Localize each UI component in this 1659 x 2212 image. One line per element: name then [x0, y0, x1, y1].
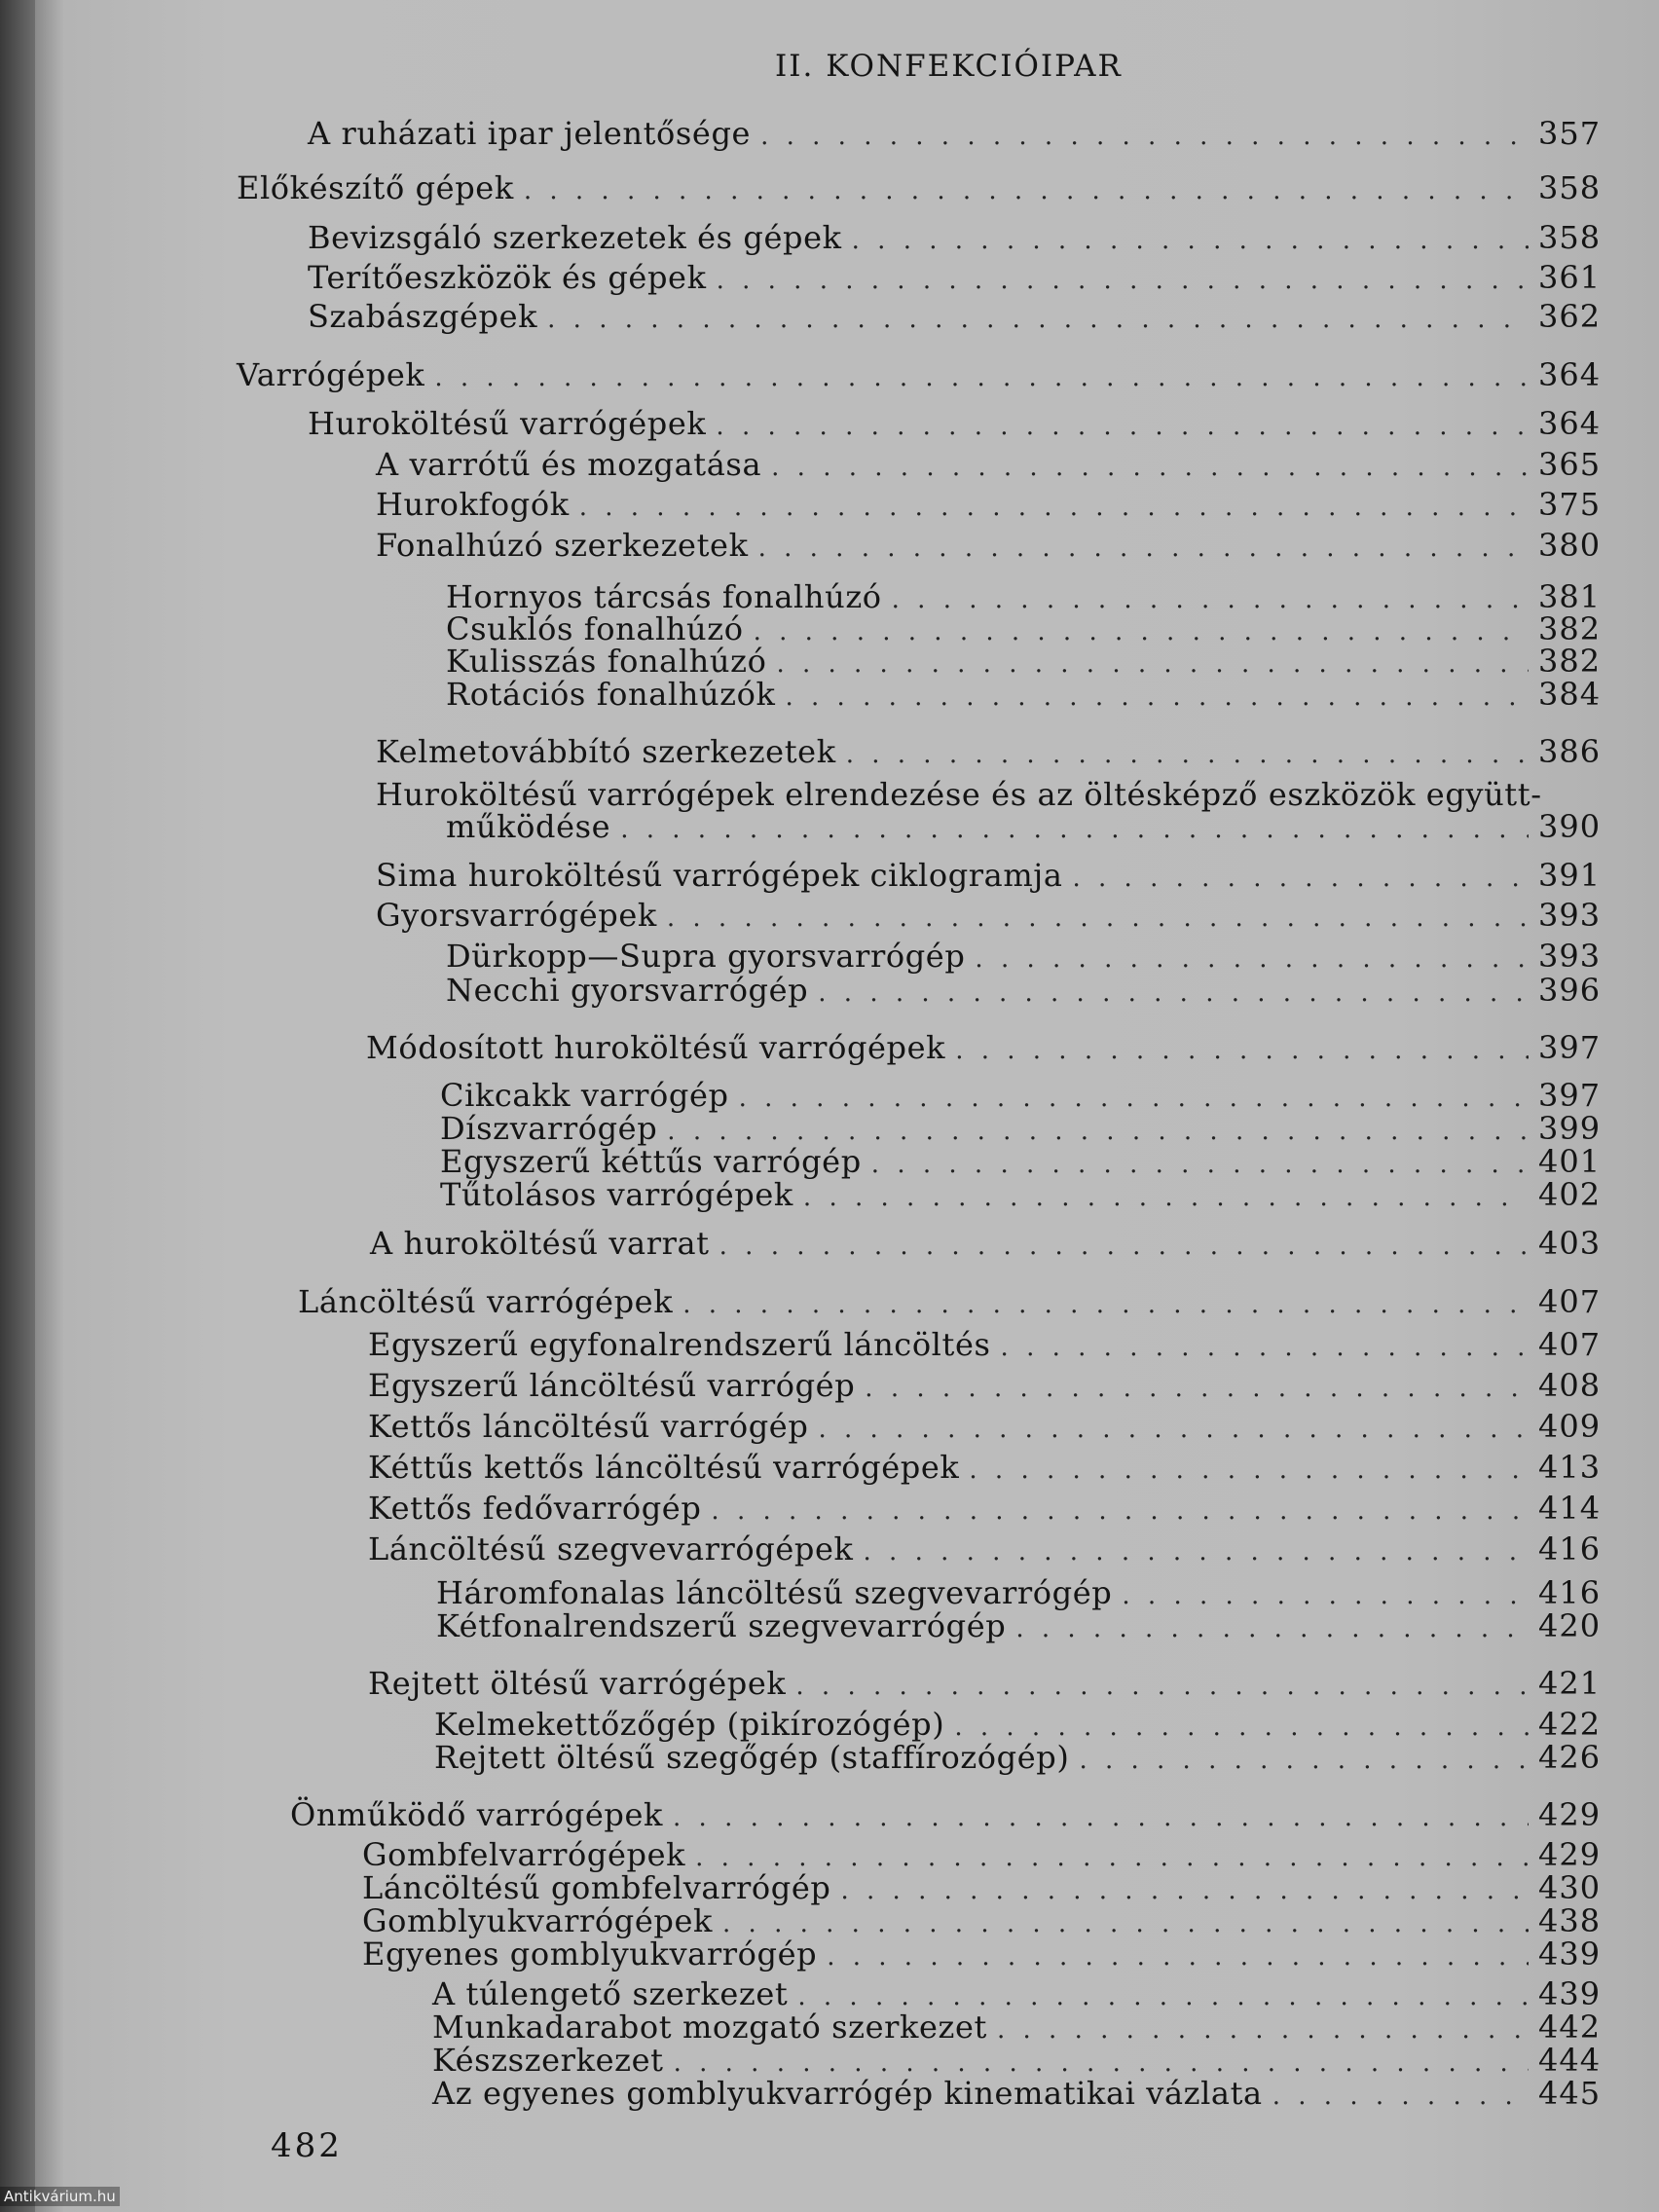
watermark: Antikvárium.hu [0, 2187, 120, 2206]
toc-entry-label: A varrótű és mozgatása [376, 446, 762, 483]
toc-entry-label: Előkészítő gépek [237, 169, 514, 206]
toc-entry-label: Cikcakk varrógép [440, 1077, 729, 1114]
toc-entry [376, 857, 1602, 896]
toc-entry-label: Önműködő varrógépek [290, 1796, 664, 1833]
toc-entry-label: működése [446, 808, 611, 845]
toc-entry-label: Kettős láncöltésű varrógép [368, 1408, 809, 1445]
toc-entry [290, 1796, 1602, 1835]
toc-entry-label: Gomblyukvarrógépek [362, 1902, 714, 1939]
toc-entry-page: 439 [1538, 1936, 1602, 1972]
toc-leader-dots [818, 978, 1529, 1008]
toc-entry-label: Egyenes gomblyukvarrógép [362, 1936, 818, 1972]
toc-entry-page: 444 [1538, 2042, 1602, 2079]
toc-leader-dots [955, 1036, 1529, 1065]
toc-entry-label: Hornyos tárcsás fonalhúzó [446, 578, 882, 615]
toc-entry [368, 1665, 1602, 1704]
toc-entry-page: 438 [1538, 1902, 1602, 1939]
toc-entry-page: 390 [1538, 808, 1602, 845]
toc-entry-page: 397 [1538, 1077, 1602, 1114]
toc-entry-label: Csuklós fonalhúzó [446, 610, 744, 647]
toc-entry [432, 2075, 1602, 2114]
toc-leader-dots [1001, 1333, 1529, 1362]
toc-entry [446, 676, 1602, 715]
toc-leader-dots [865, 1374, 1529, 1403]
toc-leader-dots [434, 363, 1529, 392]
toc-entry-label: Tűtolásos varrógépek [440, 1176, 793, 1213]
toc-entry-label: Kéttűs kettős láncöltésű varrógépek [368, 1449, 960, 1486]
toc-entry [376, 446, 1602, 485]
toc-entry-page: 396 [1538, 972, 1602, 1009]
toc-entry [434, 1739, 1602, 1778]
toc-entry-page: 401 [1538, 1143, 1602, 1180]
toc-entry-label: Rotációs fonalhúzók [446, 676, 776, 713]
toc-entry-page: 426 [1538, 1739, 1602, 1776]
toc-entry-label: Kelmekettőzőgép (pikírozógép) [434, 1706, 945, 1743]
toc-entry-page: 393 [1538, 897, 1602, 934]
toc-entry-page: 429 [1538, 1796, 1602, 1833]
toc-entry-page: 407 [1538, 1283, 1602, 1320]
toc-entry [446, 808, 1602, 847]
toc-leader-dots [547, 305, 1529, 334]
toc-leader-dots [795, 1672, 1529, 1701]
toc-entry-page: 397 [1538, 1029, 1602, 1066]
section-title: II. KONFEKCIÓIPAR [775, 49, 1123, 84]
toc-entry-page: 382 [1538, 610, 1602, 647]
toc-entry-page: 386 [1538, 733, 1602, 770]
toc-leader-dots [739, 1084, 1529, 1113]
toc-leader-dots [840, 1876, 1529, 1905]
toc-entry-label: Láncöltésű varrógépek [298, 1283, 674, 1320]
toc-leader-dots [667, 903, 1529, 933]
toc-entry [368, 1530, 1602, 1569]
toc-entry-label: Huroköltésű varrógépek [308, 405, 707, 442]
toc-entry-page: 416 [1538, 1530, 1602, 1567]
toc-entry-label: Huroköltésű varrógépek elrendezése és az öltésképző eszközök együtt- [376, 776, 1542, 813]
toc-leader-dots [954, 1713, 1529, 1742]
toc-leader-dots [827, 1942, 1529, 1972]
toc-entry [308, 298, 1602, 337]
toc-entry [376, 733, 1602, 772]
toc-leader-dots [579, 493, 1529, 522]
toc-entry [368, 1490, 1602, 1529]
toc-entry-label: Gombfelvarrógépek [362, 1836, 686, 1873]
toc-leader-dots [716, 412, 1529, 441]
toc-entry [237, 356, 1602, 395]
toc-entry-label: Rejtett öltésű varrógépek [368, 1665, 787, 1702]
toc-entry-page: 365 [1538, 446, 1602, 483]
toc-entry-page: 414 [1538, 1490, 1602, 1527]
toc-entry-label: Fonalhúzó szerkezetek [376, 527, 749, 564]
toc-entry [376, 527, 1602, 566]
toc-entry [368, 1367, 1602, 1406]
toc-entry-page: 445 [1538, 2075, 1602, 2112]
toc-leader-dots [771, 453, 1529, 482]
toc-entry-label: A túlengető szerkezet [432, 1975, 789, 2012]
toc-leader-dots [864, 1537, 1529, 1567]
toc-entry-label: Készszerkezet [432, 2042, 664, 2079]
toc-entry [366, 1029, 1602, 1068]
toc-entry-page: 391 [1538, 857, 1602, 894]
toc-entry-page: 399 [1538, 1110, 1602, 1147]
toc-leader-dots [1015, 1614, 1529, 1643]
toc-leader-dots [695, 1843, 1529, 1872]
toc-entry-page: 382 [1538, 643, 1602, 680]
toc-entry [436, 1607, 1602, 1646]
toc-entry-label: Rejtett öltésű szegőgép (staffírozógép) [434, 1739, 1070, 1776]
toc-leader-dots [871, 1150, 1529, 1179]
toc-entry-page: 362 [1538, 298, 1602, 335]
toc-leader-dots [620, 815, 1529, 844]
toc-entry-label: A huroköltésű varrat [370, 1225, 710, 1262]
toc-entry-page: 442 [1538, 2009, 1602, 2046]
toc-entry-page: 364 [1538, 356, 1602, 393]
toc-leader-dots [1079, 1746, 1529, 1775]
toc-entry-label: Díszvarrógép [440, 1110, 658, 1147]
toc-entry-label: Az egyenes gomblyukvarrógép kinematikai vázlata [432, 2075, 1263, 2112]
toc-entry-page: 430 [1538, 1869, 1602, 1906]
toc-entry [298, 1283, 1602, 1322]
toc-entry-page: 409 [1538, 1408, 1602, 1445]
toc-entry [376, 486, 1602, 525]
toc-leader-dots [667, 1117, 1529, 1146]
toc-entry-label: Kétfonalrendszerű szegvevarrógép [436, 1607, 1007, 1644]
toc-entry-page: 416 [1538, 1574, 1602, 1611]
toc-entry-label: Szabászgépek [308, 298, 538, 335]
toc-leader-dots [524, 176, 1529, 205]
toc-entry-label: Háromfonalas láncöltésű szegvevarrógép [436, 1574, 1113, 1611]
toc-leader-dots [673, 1803, 1529, 1832]
toc-entry-label: Módosított huroköltésű varrógépek [366, 1029, 946, 1066]
toc-entry-page: 358 [1538, 169, 1602, 206]
toc-leader-dots [818, 1415, 1529, 1444]
toc-leader-dots [717, 266, 1529, 295]
toc-entry-page: 381 [1538, 578, 1602, 615]
page-number: 482 [271, 2126, 343, 2165]
toc-entry-page: 422 [1538, 1706, 1602, 1743]
toc-leader-dots [846, 740, 1529, 769]
toc-entry-label: Sima huroköltésű varrógépek ciklogramja [376, 857, 1063, 894]
toc-entry-label: Necchi gyorsvarrógép [446, 972, 809, 1009]
toc-entry-label: Egyszerű kéttűs varrógép [440, 1143, 862, 1180]
toc-entry [368, 1326, 1602, 1365]
toc-entry-label: Egyszerű láncöltésű varrógép [368, 1367, 856, 1404]
toc-entry-page: 358 [1538, 219, 1602, 256]
toc-leader-dots [1272, 2082, 1529, 2111]
toc-entry [237, 169, 1602, 208]
toc-entry [308, 405, 1602, 444]
toc-entry-page: 393 [1538, 938, 1602, 975]
toc-entry-page: 421 [1538, 1665, 1602, 1702]
toc-entry [308, 259, 1602, 298]
toc-leader-dots [803, 1183, 1529, 1212]
toc-leader-dots [1122, 1581, 1529, 1610]
toc-leader-dots [776, 649, 1529, 679]
toc-entry-page: 364 [1538, 405, 1602, 442]
toc-entry-label: Kulisszás fonalhúzó [446, 643, 767, 680]
toc-entry-label: Kettős fedővarrógép [368, 1490, 702, 1527]
toc-entry-label: Bevizsgáló szerkezetek és gépek [308, 219, 842, 256]
toc-entry [362, 1936, 1602, 1974]
toc-entry [446, 972, 1602, 1011]
toc-entry-page: 408 [1538, 1367, 1602, 1404]
toc-entry-label: Varrógépek [237, 356, 425, 393]
toc-entry-page: 403 [1538, 1225, 1602, 1262]
toc-entry-label: Kelmetovábbító szerkezetek [376, 733, 836, 770]
toc-leader-dots [975, 944, 1529, 974]
toc-entry-label: Láncöltésű gombfelvarrógép [362, 1869, 831, 1906]
toc-entry-page: 402 [1538, 1176, 1602, 1213]
toc-entry-label: A ruházati ipar jelentősége [308, 115, 752, 152]
toc-entry-label: Egyszerű egyfonalrendszerű láncöltés [368, 1326, 991, 1363]
toc-leader-dots [1073, 864, 1530, 893]
toc-entry-label: Terítőeszközök és gépek [308, 259, 707, 296]
toc-entry-page: 357 [1538, 115, 1602, 152]
toc-entry-page: 384 [1538, 676, 1602, 713]
toc-entry [376, 897, 1602, 936]
toc-entry-page: 380 [1538, 527, 1602, 564]
toc-leader-dots [674, 2048, 1529, 2078]
toc-entry-label: Munkadarabot mozgató szerkezet [432, 2009, 987, 2046]
toc-entry [368, 1449, 1602, 1488]
book-page [35, 0, 1659, 2212]
toc-entry-label: Gyorsvarrógépek [376, 897, 657, 934]
toc-entry-page: 407 [1538, 1326, 1602, 1363]
toc-entry-label: Hurokfogók [376, 486, 570, 523]
toc-leader-dots [682, 1290, 1529, 1319]
toc-leader-dots [719, 1232, 1529, 1261]
toc-entry-label: Dürkopp—Supra gyorsvarrógép [446, 938, 966, 975]
book-binding-shadow [0, 0, 35, 2212]
toc-leader-dots [758, 534, 1529, 563]
toc-entry [308, 115, 1602, 154]
toc-leader-dots [722, 1909, 1529, 1938]
toc-entry-page: 429 [1538, 1836, 1602, 1873]
toc-entry [370, 1225, 1602, 1264]
toc-entry-page: 439 [1538, 1975, 1602, 2012]
toc-entry-page: 375 [1538, 486, 1602, 523]
toc-entry [446, 938, 1602, 977]
toc-leader-dots [852, 226, 1529, 255]
toc-entry-label: Láncöltésű szegvevarrógépek [368, 1530, 854, 1567]
toc-entry [308, 219, 1602, 258]
toc-leader-dots [785, 682, 1529, 712]
toc-entry-page: 361 [1538, 259, 1602, 296]
toc-entry [368, 1408, 1602, 1447]
toc-leader-dots [997, 2015, 1529, 2045]
toc-entry-page: 413 [1538, 1449, 1602, 1486]
toc-leader-dots [797, 1982, 1529, 2011]
toc-leader-dots [711, 1496, 1529, 1526]
toc-entry-page: 420 [1538, 1607, 1602, 1644]
toc-entry [440, 1176, 1602, 1215]
toc-leader-dots [760, 122, 1529, 151]
toc-leader-dots [969, 1456, 1529, 1485]
